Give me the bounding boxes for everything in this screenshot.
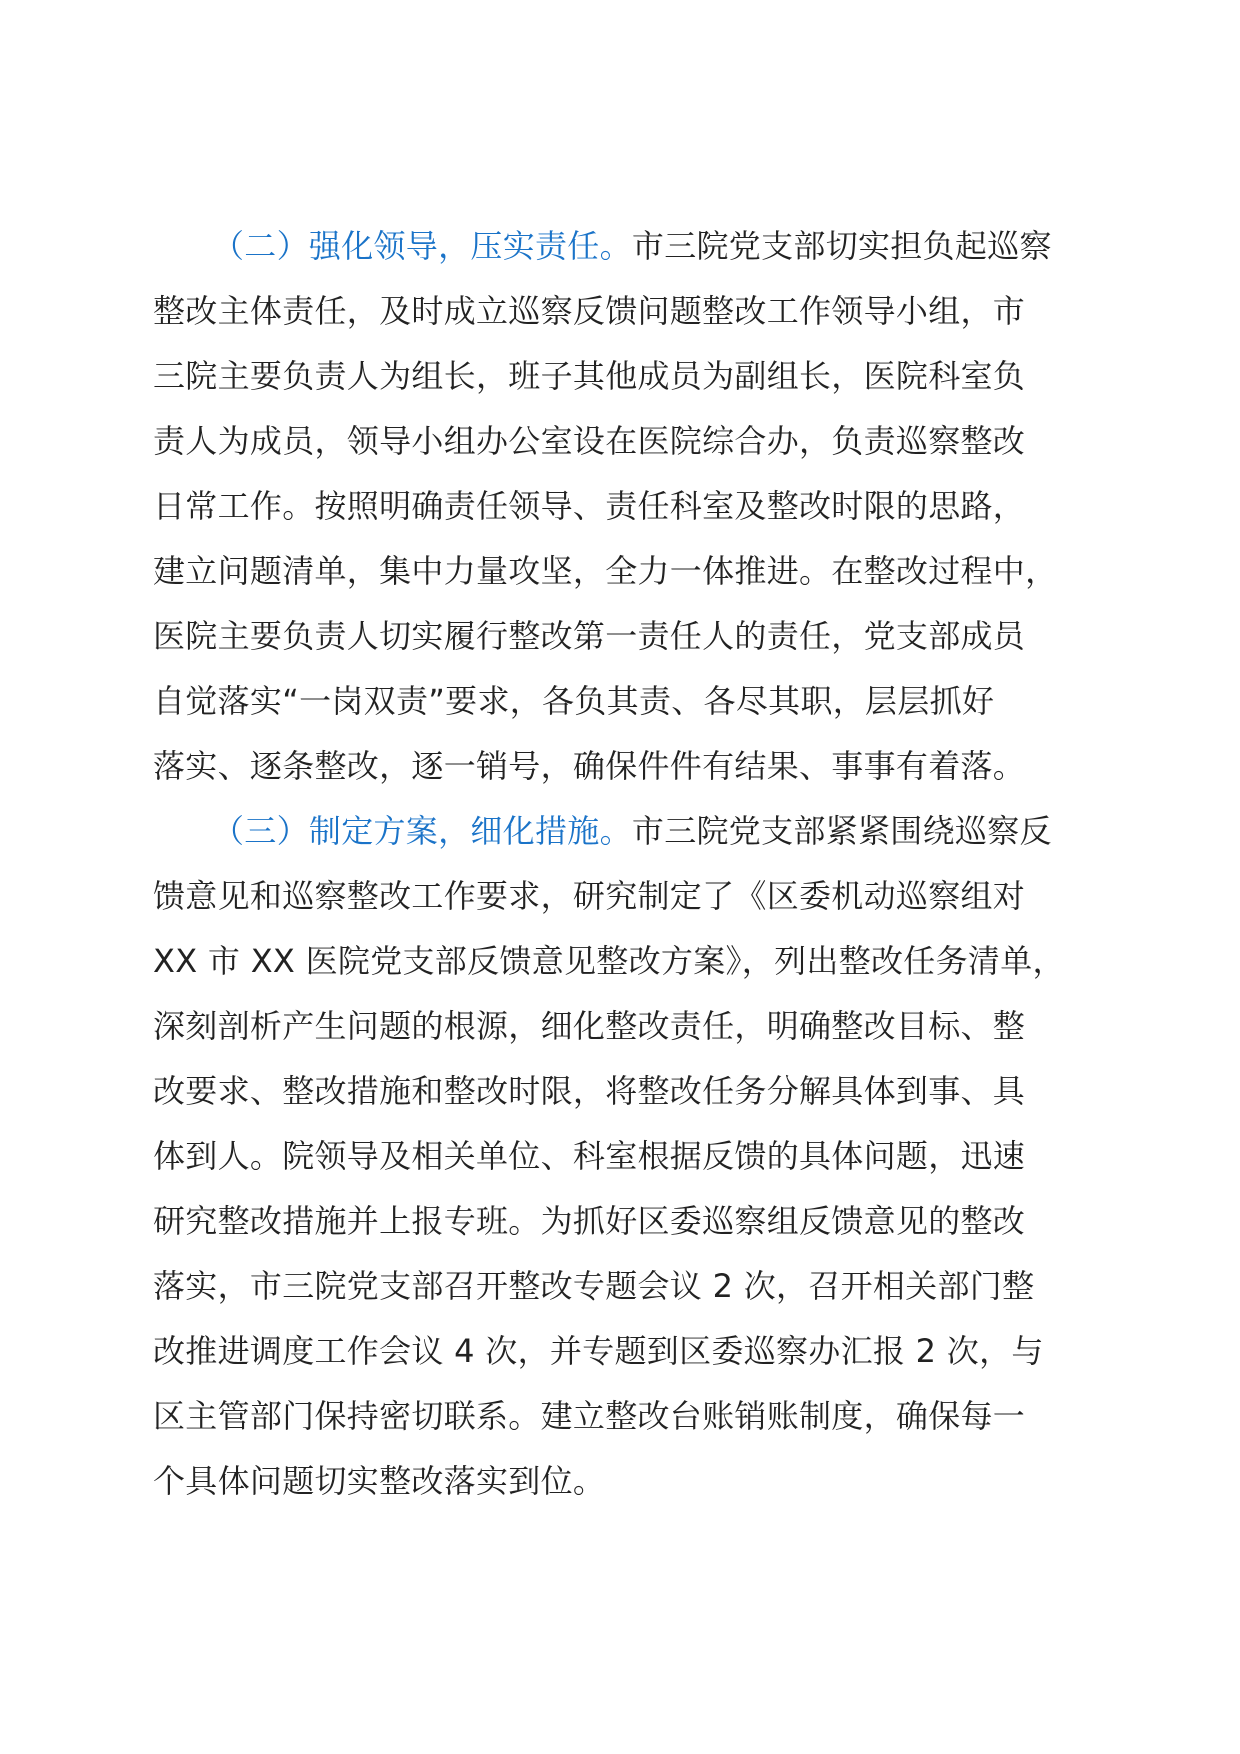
paragraph-line: 责人为成员，领导小组办公室设在医院综合办，负责巡察整改: [153, 422, 1026, 460]
paragraph-line: 自觉落实“一岗双责”要求，各负其责、各尽其职，层层抓好: [153, 682, 995, 720]
section-2-text: 市三院党支部切实担负起巡察: [631, 227, 1052, 265]
paragraph-line: 整改主体责任，及时成立巡察反馈问题整改工作领导小组，市: [153, 292, 1026, 330]
paragraph-line: 体到人。院领导及相关单位、科室根据反馈的具体问题，迅速: [153, 1137, 1026, 1175]
paragraph-line: 个具体问题切实整改落实到位。: [153, 1462, 606, 1500]
section-2-first-line: [212, 226, 1052, 266]
paragraph-line: 三院主要负责人为组长，班子其他成员为副组长，医院科室负: [153, 357, 1026, 395]
section-2-heading: （二）强化领导，压实责任。: [212, 227, 632, 265]
section-3-first-line: [212, 811, 1052, 851]
paragraph-line: 日常工作。按照明确责任领导、责任科室及整改时限的思路，: [153, 487, 1026, 525]
section-3-heading: （三）制定方案，细化措施。: [212, 812, 632, 850]
paragraph-line: 建立问题清单，集中力量攻坚，全力一体推进。在整改过程中，: [153, 552, 1058, 590]
paragraph-line: 落实，市三院党支部召开整改专题会议 2 次，召开相关部门整: [153, 1267, 1035, 1305]
paragraph-line: 改要求、整改措施和整改时限，将整改任务分解具体到事、具: [153, 1072, 1026, 1110]
paragraph-line: 医院主要负责人切实履行整改第一责任人的责任，党支部成员: [153, 617, 1026, 655]
paragraph-line: 改推进调度工作会议 4 次，并专题到区委巡察办汇报 2 次，与: [153, 1332, 1044, 1370]
paragraph-line: 研究整改措施并上报专班。为抓好区委巡察组反馈意见的整改: [153, 1202, 1026, 1240]
paragraph-line: 区主管部门保持密切联系。建立整改台账销账制度，确保每一: [153, 1397, 1026, 1435]
paragraph-line: XX 市 XX 医院党支部反馈意见整改方案》，列出整改任务清单，: [153, 942, 1065, 980]
section-3-text: 市三院党支部紧紧围绕巡察反: [631, 812, 1052, 850]
paragraph-line: 馈意见和巡察整改工作要求，研究制定了《区委机动巡察组对: [153, 877, 1026, 915]
paragraph-line: 落实、逐条整改，逐一销号，确保件件有结果、事事有着落。: [153, 747, 1026, 785]
paragraph-line: 深刻剖析产生问题的根源，细化整改责任，明确整改目标、整: [153, 1007, 1026, 1045]
